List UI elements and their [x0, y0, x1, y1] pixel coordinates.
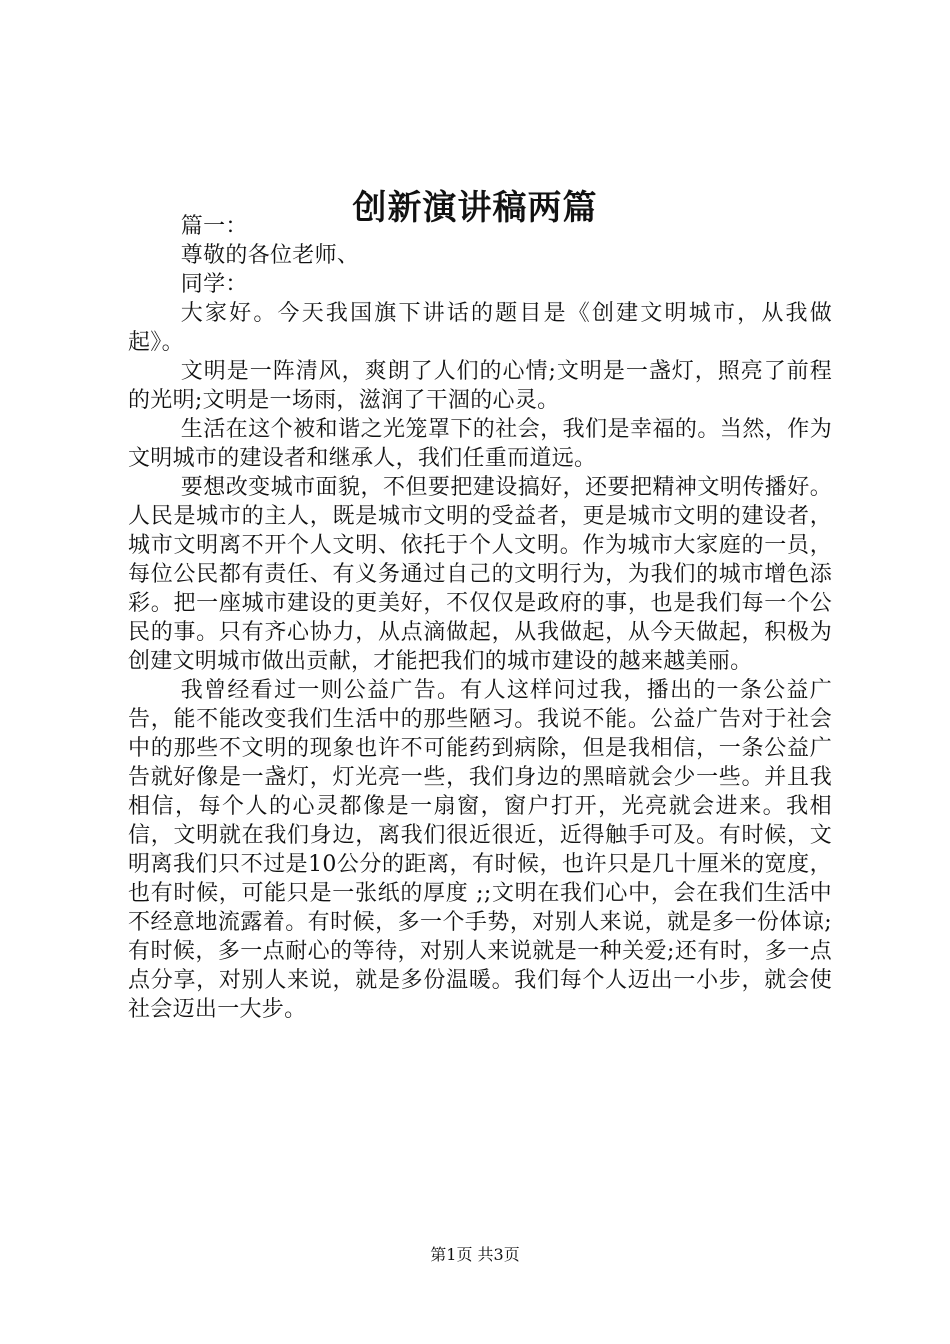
paragraph: 生活在这个被和谐之光笼罩下的社会，我们是幸福的。当然，作为文明城市的建设者和继承人，我们任重而道远。 [128, 417, 832, 471]
paragraph: 尊敬的各位老师、 [180, 243, 360, 268]
paragraph: 我曾经看过一则公益广告。有人这样问过我，播出的一条公益广告，能不能改变我们生活中的那些陋习。我说不能。公益广告对于社会中的那些不文明的现象也许不可能药到病除，但是我相信，一条公益广告就好像是一盏灯，灯光亮一些，我们身边的黑暗就会少一些。并且我相信，每个人的心灵都像是一扇窗，窗户打开，光亮就会进来。我相信，文明就在我们身边，离我们很近很近，近得触手可及。有时候，文明离我们只不过是10公分的距离，有时候，也许只是几十厘米的宽度，也有时候，可能只是一张纸的厚度 ;;文明在我们心中，会在我们生活中不经意地流露着。有时候，多一个手势，对别人来说，就是多一份体谅;有时候，多一点耐心的等待，对别人来说就是一种关爱;还有时，多一点点分享，对别人来说，就是多份温暖。我们每个人迈出一小步，就会使社会迈出一大步。 [128, 678, 832, 1022]
paragraph: 大家好。今天我国旗下讲话的题目是《创建文明城市，从我做起》。 [128, 301, 832, 355]
document-title: 创新演讲稿两篇 [352, 188, 598, 228]
page-footer: 第1页 共3页 [430, 1245, 520, 1264]
paragraph: 文明是一阵清风，爽朗了人们的心情;文明是一盏灯，照亮了前程的光明;文明是一场雨，滋润了干涸的心灵。 [128, 359, 832, 413]
paragraph: 要想改变城市面貌，不但要把建设搞好，还要把精神文明传播好。人民是城市的主人，既是城市文明的受益者，更是城市文明的建设者，城市文明离不开个人文明、依托于个人文明。作为城市大家庭的一员，每位公民都有责任、有义务通过自己的文明行为，为我们的城市增色添彩。把一座城市建设的更美好，不仅仅是政府的事，也是我们每一个公民的事。只有齐心协力，从点滴做起，从我做起，从今天做起，积极为创建文明城市做出贡献，才能把我们的城市建设的越来越美丽。 [128, 475, 832, 674]
document-body [128, 212, 832, 1024]
paragraph: 同学： [180, 272, 248, 297]
paragraph: 篇一： [180, 214, 248, 239]
